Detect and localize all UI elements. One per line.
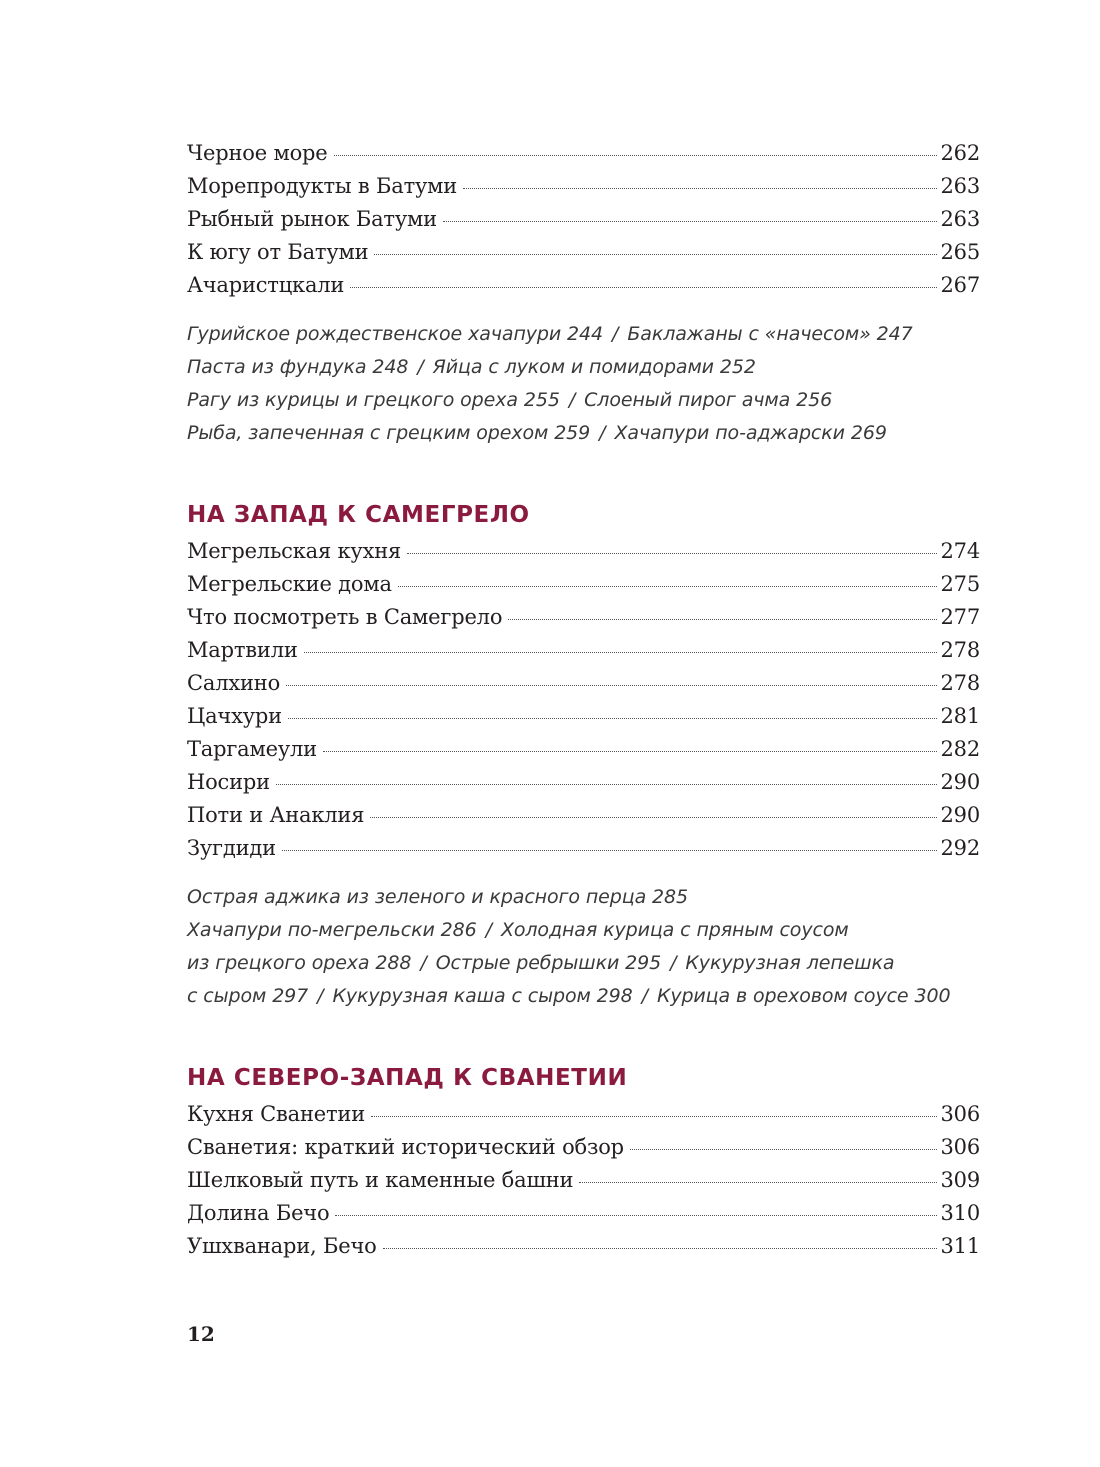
toc-entry-page: 263 bbox=[940, 174, 980, 198]
toc-entry-page: 278 bbox=[940, 638, 980, 662]
toc-entry bbox=[187, 766, 980, 799]
toc-entry bbox=[187, 601, 980, 634]
toc-entry-title: Ачаристцкали bbox=[187, 273, 345, 297]
recipe-item: Острые ребрышки 295 bbox=[435, 952, 662, 974]
dot-leader bbox=[334, 155, 937, 156]
toc-entry-page: 311 bbox=[940, 1234, 980, 1258]
recipe-line bbox=[187, 947, 980, 980]
recipe-line bbox=[187, 980, 980, 1013]
dot-leader bbox=[288, 718, 937, 719]
toc-entry bbox=[187, 1230, 980, 1263]
dot-leader bbox=[383, 1248, 937, 1249]
toc-entry-title: Долина Бечо bbox=[187, 1201, 330, 1225]
dot-leader bbox=[304, 652, 937, 653]
toc-entry-page: 309 bbox=[940, 1168, 980, 1192]
toc-entry-page: 292 bbox=[940, 836, 980, 860]
separator: / bbox=[599, 422, 606, 444]
toc-entry bbox=[187, 667, 980, 700]
toc-entry bbox=[187, 170, 980, 203]
recipe-line bbox=[187, 881, 980, 914]
recipe-item: Рагу из курицы и грецкого ореха 255 bbox=[187, 389, 560, 411]
dot-leader bbox=[282, 850, 937, 851]
toc-page bbox=[187, 137, 980, 1263]
dot-leader bbox=[630, 1149, 937, 1150]
dot-leader bbox=[350, 287, 936, 288]
recipe-item: Кукурузная каша с сыром 298 bbox=[332, 985, 633, 1007]
dot-leader bbox=[407, 553, 936, 554]
separator: / bbox=[568, 389, 576, 411]
page-number: 12 bbox=[187, 1322, 215, 1346]
dot-leader bbox=[579, 1182, 936, 1183]
recipe-line bbox=[187, 318, 980, 351]
dot-leader bbox=[371, 1116, 936, 1117]
toc-entry-page: 290 bbox=[940, 803, 980, 827]
toc-entry-page: 310 bbox=[940, 1201, 980, 1225]
recipe-line bbox=[187, 914, 980, 947]
toc-entry bbox=[187, 1164, 980, 1197]
recipe-item: с сыром 297 bbox=[187, 985, 309, 1007]
recipe-item: Хачапури по-аджарски 269 bbox=[614, 422, 887, 444]
toc-entry bbox=[187, 634, 980, 667]
toc-entry-title: Цачхури bbox=[187, 704, 282, 728]
toc-entry-title: Мартвили bbox=[187, 638, 298, 662]
dot-leader bbox=[508, 619, 936, 620]
toc-entry-title: Что посмотреть в Самегрело bbox=[187, 605, 503, 629]
toc-entry-page: 267 bbox=[940, 273, 980, 297]
toc-entry-page: 306 bbox=[940, 1135, 980, 1159]
dot-leader bbox=[370, 817, 936, 818]
recipe-item: Острая аджика из зеленого и красного перца 285 bbox=[187, 886, 689, 908]
dot-leader bbox=[286, 685, 937, 686]
dot-leader bbox=[323, 751, 937, 752]
toc-entry bbox=[187, 236, 980, 269]
toc-entry bbox=[187, 568, 980, 601]
dot-leader bbox=[276, 784, 937, 785]
toc-entry-page: 306 bbox=[940, 1102, 980, 1126]
recipe-line bbox=[187, 351, 980, 384]
toc-entry-page: 274 bbox=[940, 539, 980, 563]
toc-entry-title: Мегрельские дома bbox=[187, 572, 392, 596]
recipe-item: Гурийское рождественское хачапури 244 bbox=[187, 323, 604, 345]
separator: / bbox=[317, 985, 324, 1007]
toc-entry-title: К югу от Батуми bbox=[187, 240, 369, 264]
recipe-item: из грецкого ореха 288 bbox=[187, 952, 412, 974]
toc-entry-title: Сванетия: краткий исторический обзор bbox=[187, 1135, 624, 1159]
toc-entry bbox=[187, 700, 980, 733]
toc-entry-page: 277 bbox=[940, 605, 980, 629]
toc-entry-page: 290 bbox=[940, 770, 980, 794]
recipe-list-1 bbox=[187, 318, 980, 450]
recipe-item: Яйца с луком и помидорами 252 bbox=[432, 356, 756, 378]
dot-leader bbox=[374, 254, 936, 255]
toc-entry-title: Салхино bbox=[187, 671, 281, 695]
toc-entry-page: 282 bbox=[940, 737, 980, 761]
toc-entry bbox=[187, 733, 980, 766]
separator: / bbox=[670, 952, 677, 974]
toc-entry-page: 278 bbox=[940, 671, 980, 695]
dot-leader bbox=[398, 586, 937, 587]
toc-entry bbox=[187, 1098, 980, 1131]
toc-entry-page: 275 bbox=[940, 572, 980, 596]
section-heading-samegrelo: НА ЗАПАД К САМЕГРЕЛО bbox=[187, 502, 530, 528]
toc-entry bbox=[187, 137, 980, 170]
toc-entry-title: Носири bbox=[187, 770, 270, 794]
toc-entry bbox=[187, 1131, 980, 1164]
toc-section-1 bbox=[187, 137, 980, 302]
toc-entry-page: 265 bbox=[940, 240, 980, 264]
recipe-list-2 bbox=[187, 881, 980, 1013]
separator: / bbox=[485, 919, 492, 941]
toc-entry-title: Мегрельская кухня bbox=[187, 539, 402, 563]
toc-entry-title: Кухня Сванетии bbox=[187, 1102, 366, 1126]
recipe-item: Рыба, запеченная с грецким орехом 259 bbox=[187, 422, 591, 444]
toc-entry bbox=[187, 1197, 980, 1230]
toc-entry bbox=[187, 269, 980, 302]
recipe-item: Холодная курица с пряным соусом bbox=[500, 919, 849, 941]
separator: / bbox=[417, 356, 424, 378]
toc-entry-title: Рыбный рынок Батуми bbox=[187, 207, 437, 231]
dot-leader bbox=[443, 221, 937, 222]
toc-entry-title: Таргамеули bbox=[187, 737, 317, 761]
separator: / bbox=[612, 323, 619, 345]
dot-leader bbox=[335, 1215, 936, 1216]
recipe-item: Баклажаны с «начесом» 247 bbox=[627, 323, 913, 345]
toc-entry-page: 263 bbox=[940, 207, 980, 231]
recipe-line bbox=[187, 417, 980, 450]
toc-entry-title: Черное море bbox=[187, 141, 328, 165]
toc-entry-page: 262 bbox=[940, 141, 980, 165]
toc-section-2 bbox=[187, 535, 980, 865]
toc-entry-title: Поти и Анаклия bbox=[187, 803, 365, 827]
recipe-item: Хачапури по-мегрельски 286 bbox=[187, 919, 477, 941]
recipe-line bbox=[187, 384, 980, 417]
toc-entry bbox=[187, 203, 980, 236]
toc-entry bbox=[187, 799, 980, 832]
toc-entry-title: Зугдиди bbox=[187, 836, 276, 860]
separator: / bbox=[641, 985, 648, 1007]
toc-entry bbox=[187, 832, 980, 865]
dot-leader bbox=[463, 188, 936, 189]
recipe-item: Паста из фундука 248 bbox=[187, 356, 409, 378]
recipe-item: Курица в ореховом соусе 300 bbox=[656, 985, 951, 1007]
toc-entry-title: Ушхванари, Бечо bbox=[187, 1234, 377, 1258]
toc-entry-page: 281 bbox=[940, 704, 980, 728]
section-heading-svaneti: НА СЕВЕРО-ЗАПАД К СВАНЕТИИ bbox=[187, 1065, 628, 1091]
toc-entry bbox=[187, 535, 980, 568]
toc-entry-title: Шелковый путь и каменные башни bbox=[187, 1168, 574, 1192]
toc-section-3 bbox=[187, 1098, 980, 1263]
separator: / bbox=[420, 952, 427, 974]
recipe-item: Кукурузная лепешка bbox=[685, 952, 895, 974]
recipe-item: Слоеный пирог ачма 256 bbox=[584, 389, 833, 411]
toc-entry-title: Морепродукты в Батуми bbox=[187, 174, 458, 198]
